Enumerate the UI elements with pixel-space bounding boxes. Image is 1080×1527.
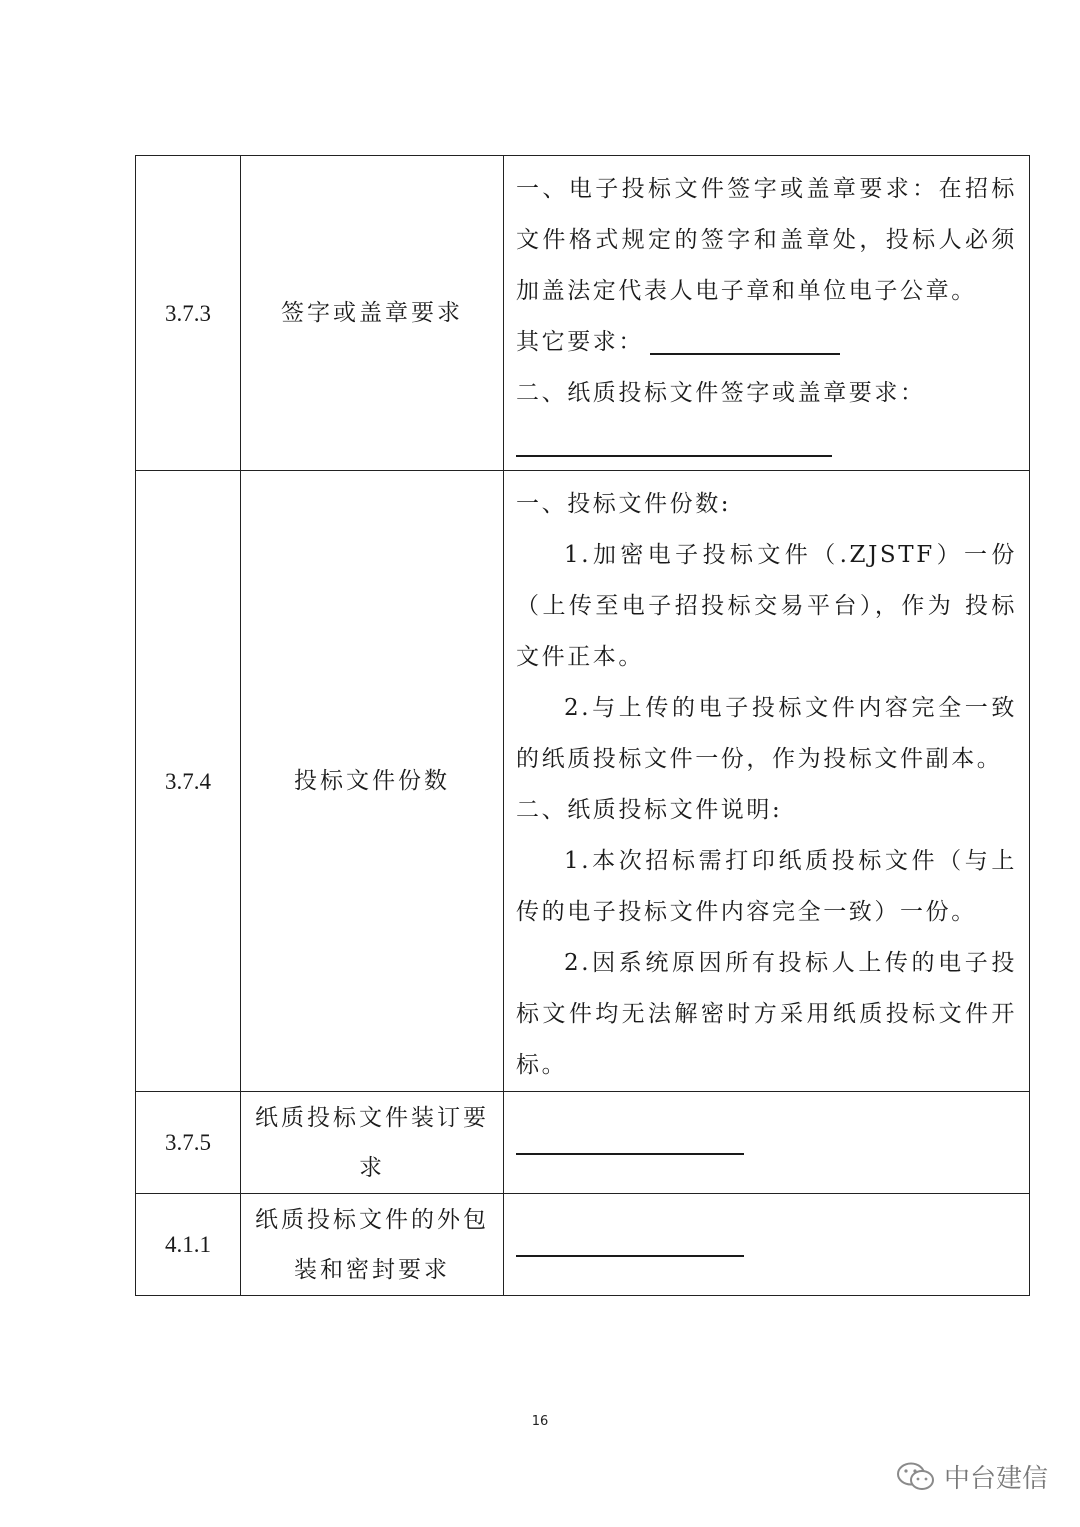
clause-title: 纸质投标文件的外包装和密封要求: [241, 1194, 504, 1296]
clause-title: 签字或盖章要求: [241, 156, 504, 471]
clause-content: [504, 156, 1030, 471]
bid-requirements-table: [135, 155, 1030, 1296]
copies-heading: 一、投标文件份数:: [516, 491, 732, 517]
table-row: [136, 1092, 1030, 1194]
clause-number: 4.1.1: [136, 1194, 241, 1296]
copies-item-2: 2.与上传的电子投标文件内容完全一致的纸质投标文件一份，作为投标文件副本。: [516, 695, 1017, 772]
clause-number: 3.7.3: [136, 156, 241, 471]
paper-notes-heading: 二、纸质投标文件说明:: [516, 797, 783, 823]
clause-number: 3.7.5: [136, 1092, 241, 1194]
paper-notes-item-1: 1.本次招标需打印纸质投标文件（与上传的电子投标文件内容完全一致）一份。: [516, 848, 1017, 925]
clause-content: [504, 1194, 1030, 1296]
copies-item-1: 1.加密电子投标文件（.ZJSTF）一份（上传至电子招投标交易平台），作为 投标文件正本。: [516, 542, 1017, 670]
page-number: 16: [531, 1414, 549, 1429]
blank-line: [516, 425, 832, 457]
clause-title: 纸质投标文件装订要求: [241, 1092, 504, 1194]
clause-content: [504, 1092, 1030, 1194]
blank-line-row: [516, 419, 1017, 470]
table-row: [136, 1194, 1030, 1296]
blank-line: [516, 1123, 744, 1155]
blank-line: [516, 1225, 744, 1257]
sign-seal-electronic-text: 一、电子投标文件签字或盖章要求：在招标文件格式规定的签字和盖章处，投标人必须加盖法定代表人电子章和单位电子公章。: [516, 176, 1017, 304]
watermark: [896, 1458, 1048, 1495]
table-row: [136, 156, 1030, 471]
sign-seal-paper-text: 二、纸质投标文件签字或盖章要求：: [516, 380, 926, 406]
paper-notes-item-2: 2.因系统原因所有投标人上传的电子投标文件均无法解密时方采用纸质投标文件开标。: [516, 950, 1017, 1078]
watermark-text: 中台建信: [944, 1464, 1049, 1494]
clause-number: 3.7.4: [136, 471, 241, 1092]
other-requirements-line: [516, 317, 1017, 368]
other-requirements-label: 其它要求：: [516, 329, 644, 355]
table-row: [136, 471, 1030, 1092]
blank-line: [650, 323, 840, 355]
wechat-icon: [896, 1461, 936, 1493]
clause-title: 投标文件份数: [241, 471, 504, 1092]
clause-content: [504, 471, 1030, 1092]
